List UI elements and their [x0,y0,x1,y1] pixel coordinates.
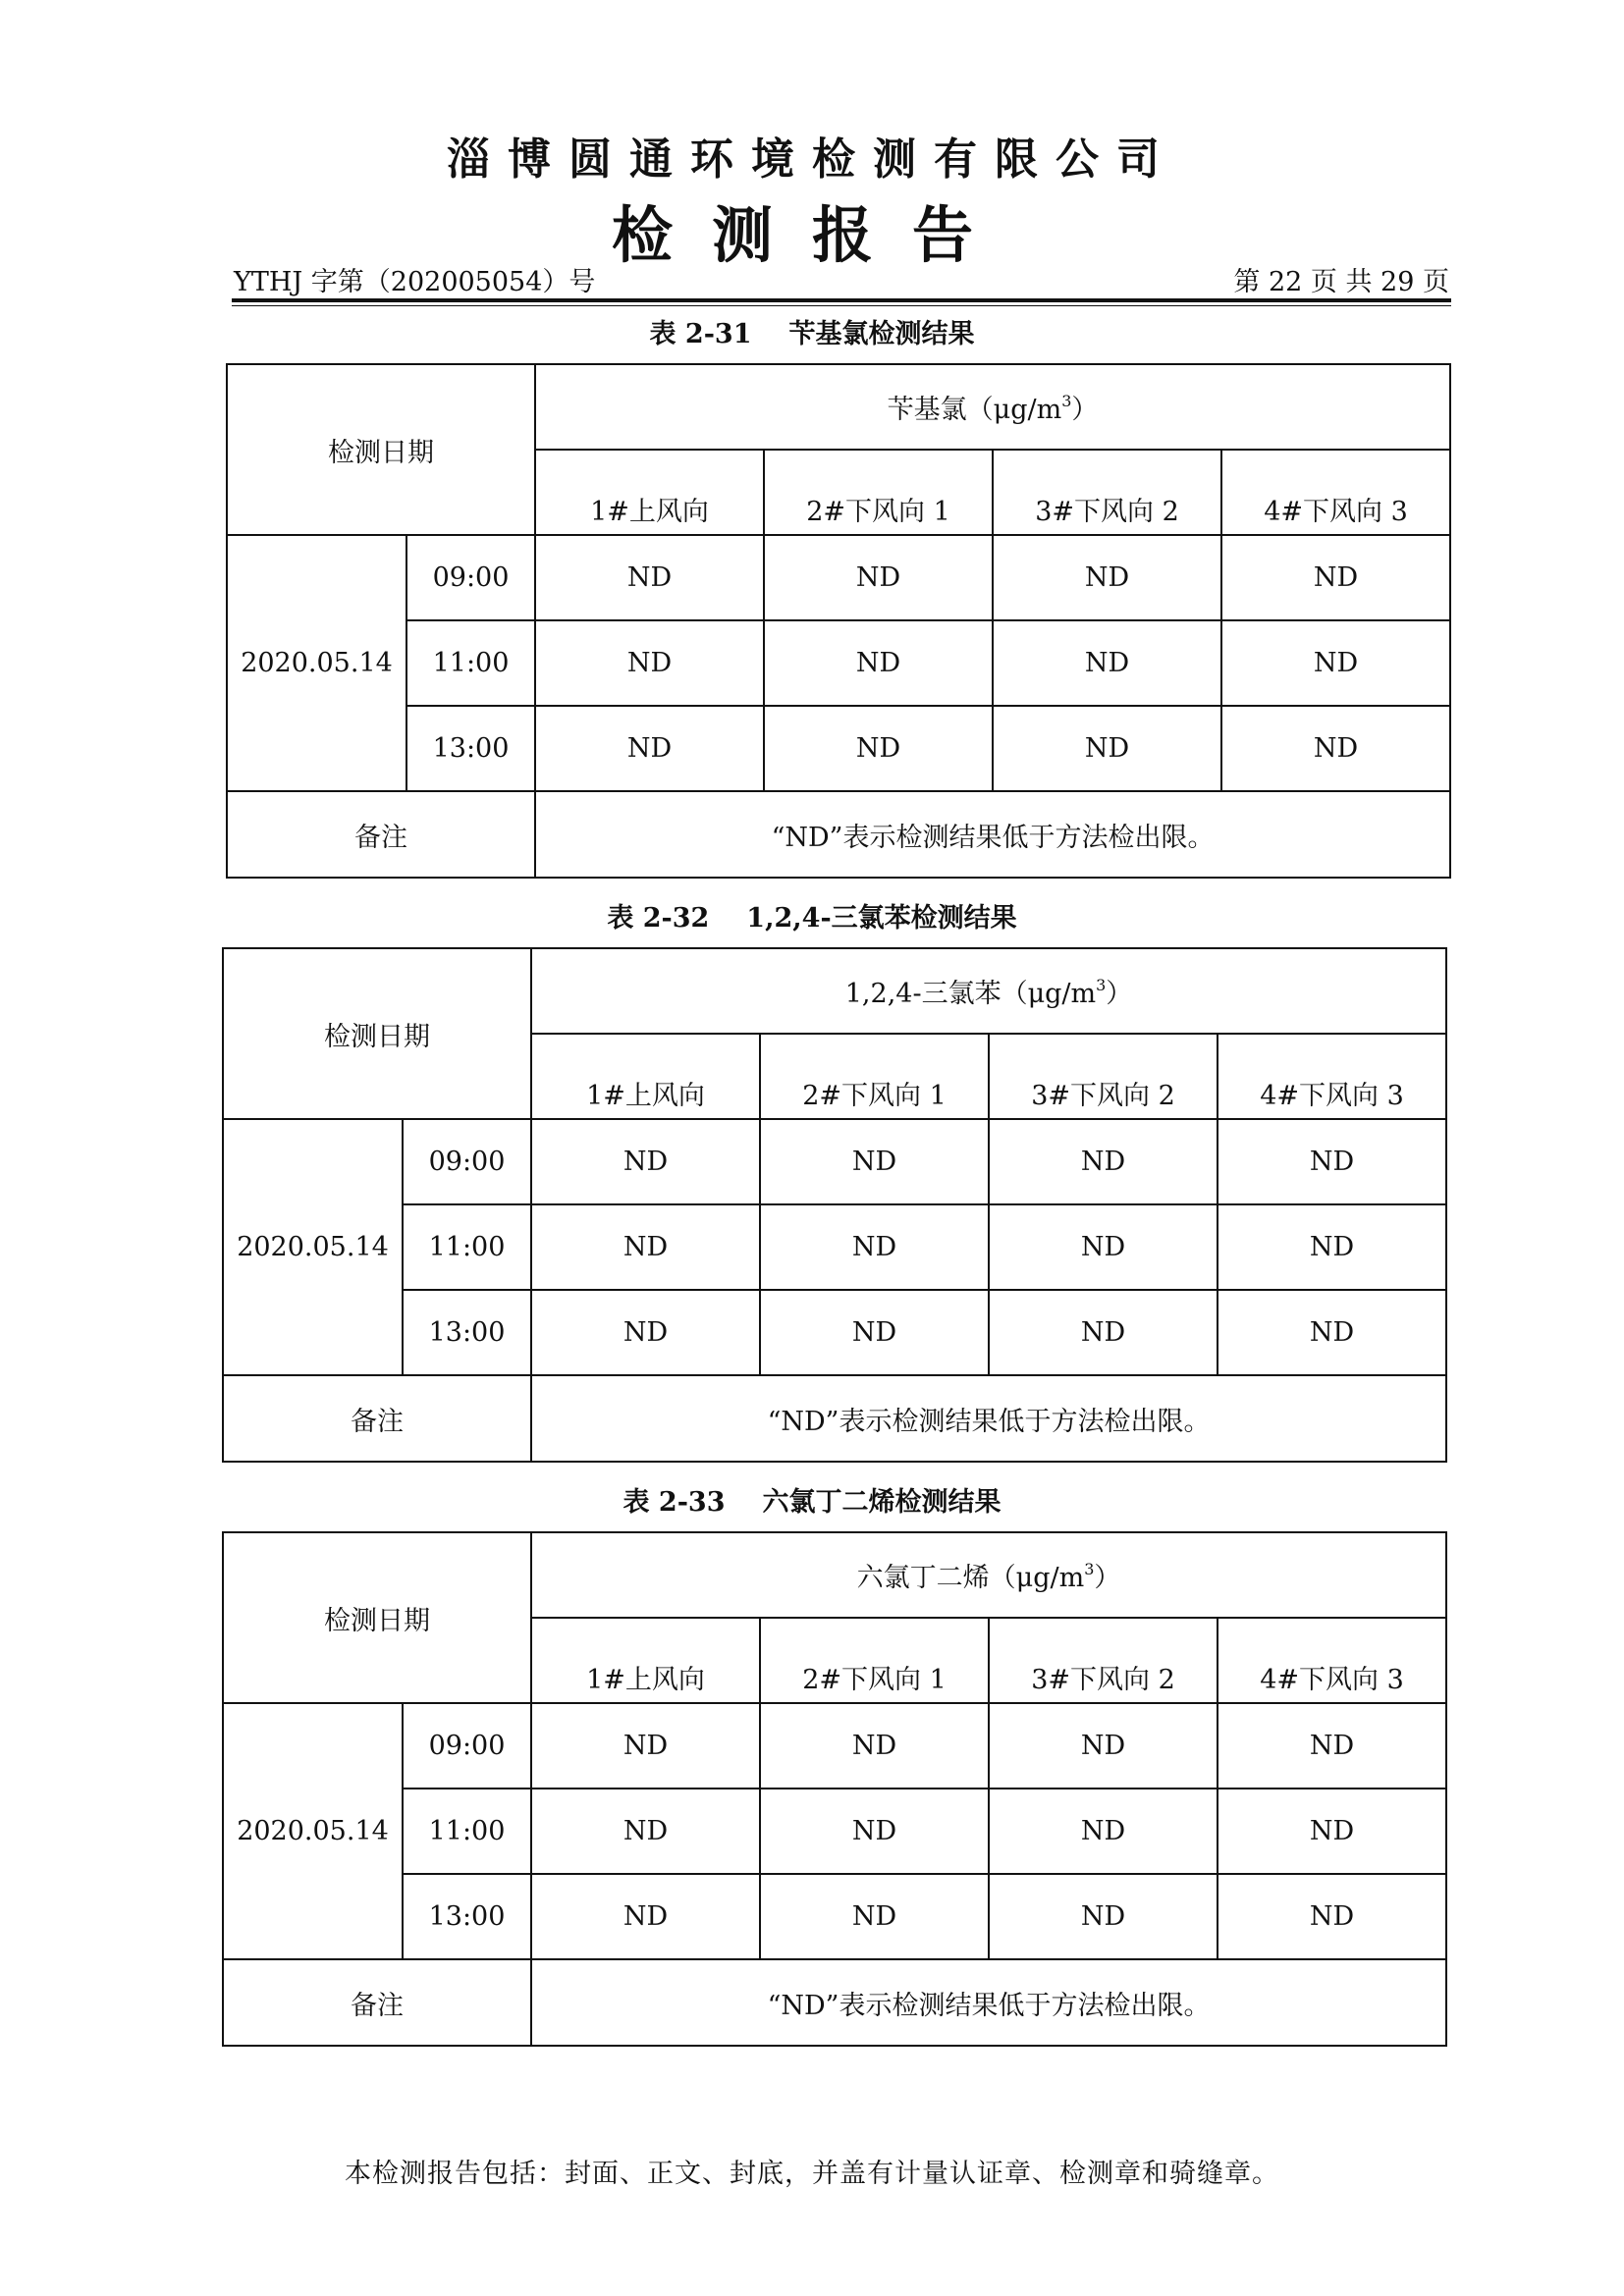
table-number: 表 2-32 [607,903,710,934]
report-number: YTHJ 字第（202005054）号 [234,267,596,297]
value-cell: ND [1218,1789,1446,1874]
report-footer-note: 本检测报告包括：封面、正文、封底，并盖有计量认证章、检测章和骑缝章。 [345,2159,1279,2189]
page-info: 第 22 页 共 29 页 [1233,267,1449,297]
header-rule-thin [232,305,1451,306]
unit-superscript: 3 [1096,976,1107,994]
point-header-2: 2#下风向 1 [760,1618,989,1703]
value-cell: ND [989,1703,1218,1789]
value-cell: ND [993,620,1221,706]
time-cell: 09:00 [403,1703,531,1789]
value-cell: ND [1218,1204,1446,1290]
substance-header-cell [535,364,1450,450]
value-cell: ND [989,1874,1218,1959]
value-cell: ND [1218,1290,1446,1375]
point-header-1: 1#上风向 [535,450,764,535]
value-cell: ND [760,1703,989,1789]
time-cell: 09:00 [403,1119,531,1204]
unit-suffix: ） [1106,979,1133,1009]
remark-label-cell: 备注 [227,791,535,878]
value-cell: ND [1221,535,1450,620]
point-header-3: 3#下风向 2 [993,450,1221,535]
value-cell: ND [760,1290,989,1375]
company-name: 淄博圆通环境检测有限公司 [447,134,1177,185]
value-cell: ND [1218,1874,1446,1959]
point-header-4: 4#下风向 3 [1221,450,1450,535]
time-cell: 13:00 [406,706,535,791]
date-header-cell: 检测日期 [223,948,531,1119]
table-caption [0,1480,1624,1519]
date-cell: 2020.05.14 [223,1703,403,1959]
value-cell: ND [531,1703,760,1789]
value-cell: ND [1218,1703,1446,1789]
date-cell: 2020.05.14 [223,1119,403,1375]
value-cell: ND [760,1874,989,1959]
value-cell: ND [535,535,764,620]
value-cell: ND [989,1119,1218,1204]
value-cell: ND [764,706,993,791]
time-cell: 13:00 [403,1874,531,1959]
table-caption [0,312,1624,350]
time-cell: 09:00 [406,535,535,620]
point-header-3: 3#下风向 2 [989,1034,1218,1119]
substance-header-cell [531,948,1446,1034]
header-rule-thick [232,298,1451,302]
unit-prefix: （μg/m [966,395,1062,425]
value-cell: ND [531,1119,760,1204]
result-table-benzyl-chloride [226,363,1451,879]
value-cell: ND [760,1789,989,1874]
value-cell: ND [993,535,1221,620]
unit-superscript: 3 [1084,1560,1095,1578]
unit-prefix: （μg/m [1001,979,1097,1009]
table-number: 表 2-33 [623,1487,726,1518]
value-cell: ND [531,1789,760,1874]
value-cell: ND [760,1204,989,1290]
substance-name: 六氯丁二烯 [856,1563,990,1593]
value-cell: ND [989,1290,1218,1375]
value-cell: ND [531,1204,760,1290]
value-cell: ND [1218,1119,1446,1204]
unit-prefix: （μg/m [989,1563,1085,1593]
table-number: 表 2-31 [649,319,752,349]
value-cell: ND [535,706,764,791]
substance-header-cell [531,1532,1446,1618]
unit-superscript: 3 [1061,392,1072,410]
value-cell: ND [1221,620,1450,706]
report-title: 检测报告 [611,199,1012,271]
date-header-cell: 检测日期 [223,1532,531,1703]
value-cell: ND [764,535,993,620]
table-title: 苄基氯检测结果 [788,319,975,349]
value-cell: ND [764,620,993,706]
value-cell: ND [535,620,764,706]
table-title: 1,2,4-三氯苯检测结果 [746,903,1017,934]
remark-text-cell: “ND”表示检测结果低于方法检出限。 [531,1959,1446,2046]
time-cell: 11:00 [403,1789,531,1874]
result-table-trichlorobenzene [222,947,1447,1463]
unit-suffix: ） [1071,395,1099,425]
point-header-2: 2#下风向 1 [760,1034,989,1119]
value-cell: ND [531,1874,760,1959]
point-header-1: 1#上风向 [531,1034,760,1119]
substance-name: 1,2,4-三氯苯 [844,979,1001,1009]
remark-text-cell: “ND”表示检测结果低于方法检出限。 [531,1375,1446,1462]
remark-label-cell: 备注 [223,1959,531,2046]
unit-suffix: ） [1094,1563,1121,1593]
point-header-3: 3#下风向 2 [989,1618,1218,1703]
remark-label-cell: 备注 [223,1375,531,1462]
table-title: 六氯丁二烯检测结果 [762,1487,1001,1518]
date-header-cell: 检测日期 [227,364,535,535]
point-header-1: 1#上风向 [531,1618,760,1703]
value-cell: ND [760,1119,989,1204]
result-table-hexachlorobutadiene [222,1531,1447,2047]
point-header-4: 4#下风向 3 [1218,1034,1446,1119]
value-cell: ND [993,706,1221,791]
value-cell: ND [1221,706,1450,791]
time-cell: 11:00 [403,1204,531,1290]
value-cell: ND [989,1204,1218,1290]
time-cell: 13:00 [403,1290,531,1375]
time-cell: 11:00 [406,620,535,706]
substance-name: 苄基氯 [887,395,967,425]
table-caption [0,896,1624,934]
value-cell: ND [989,1789,1218,1874]
point-header-2: 2#下风向 1 [764,450,993,535]
value-cell: ND [531,1290,760,1375]
remark-text-cell: “ND”表示检测结果低于方法检出限。 [535,791,1450,878]
point-header-4: 4#下风向 3 [1218,1618,1446,1703]
date-cell: 2020.05.14 [227,535,406,791]
